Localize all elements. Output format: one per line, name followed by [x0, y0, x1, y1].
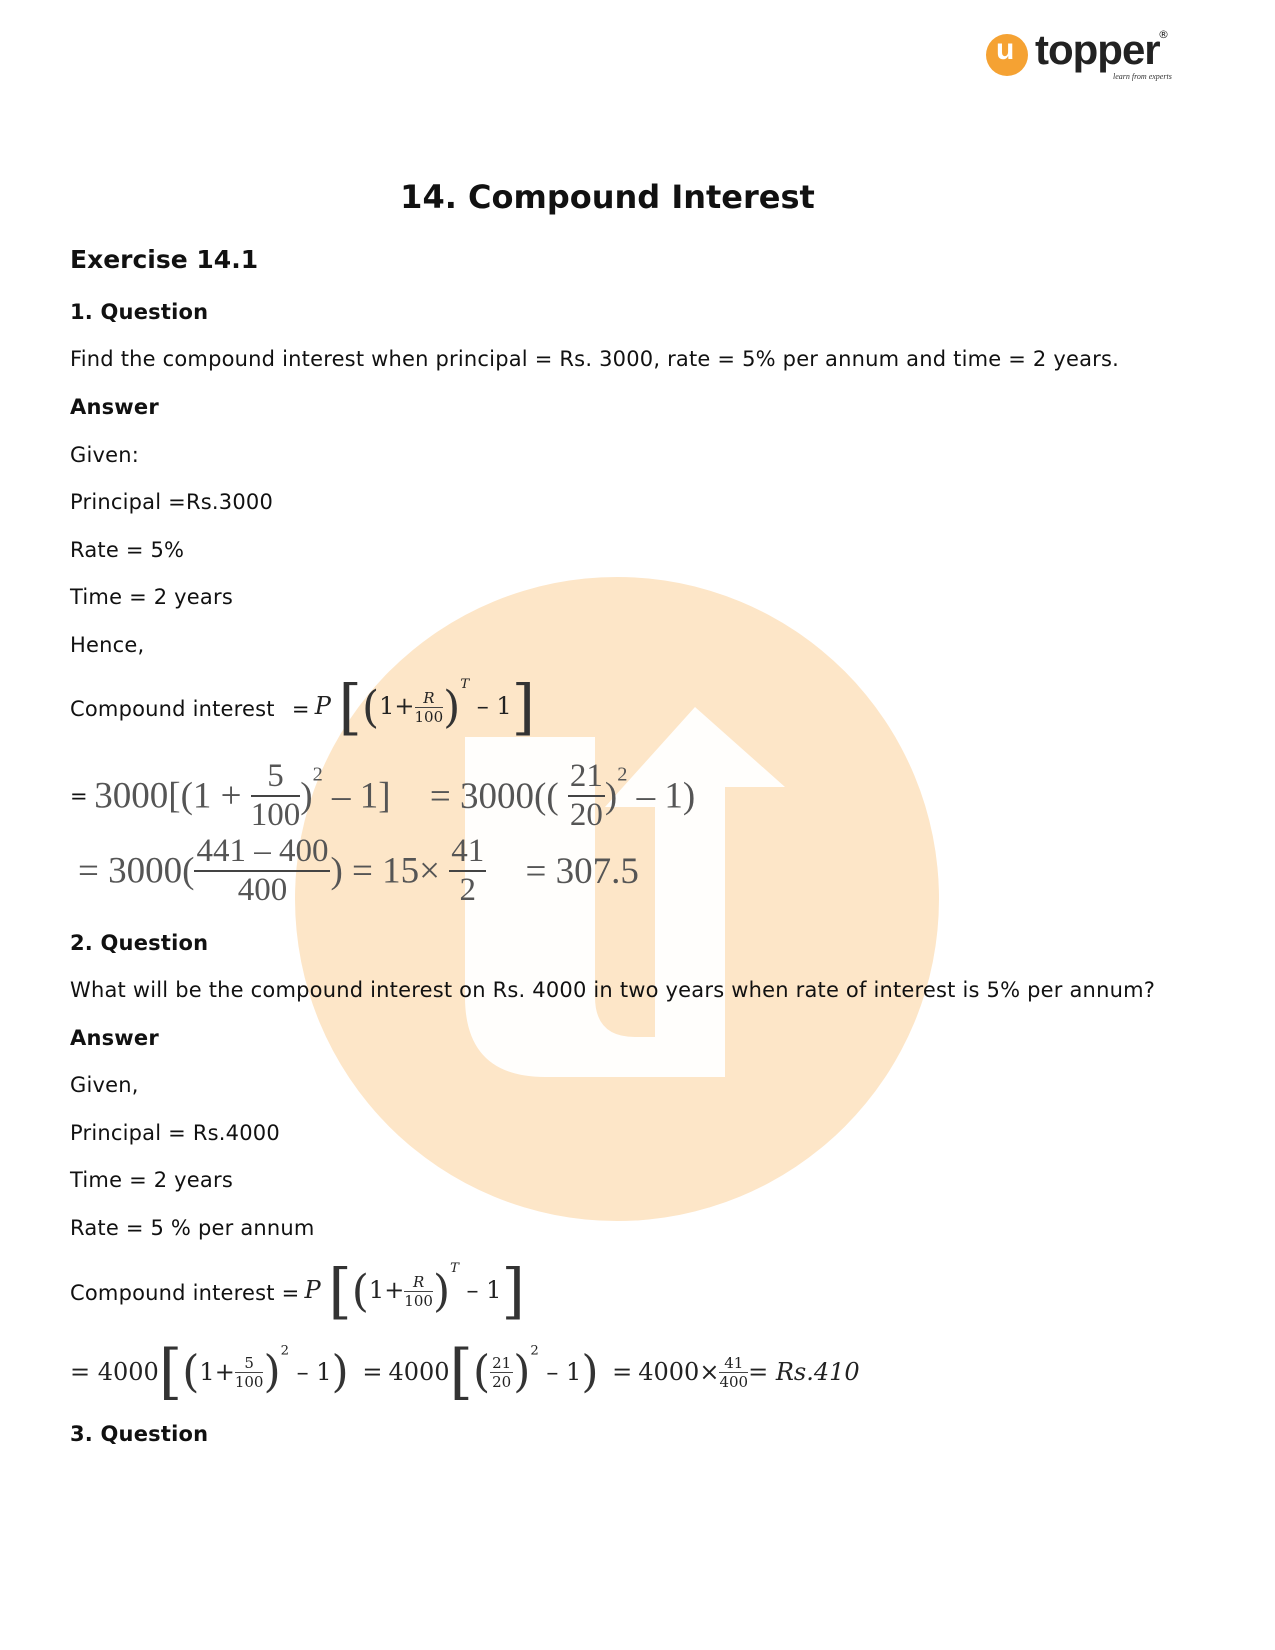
q1-principal: Principal =Rs.3000 [70, 490, 274, 514]
formula-one: 1 [379, 691, 395, 720]
answer-1-heading: Answer [70, 395, 159, 419]
q1-step1-a-exp: 2 [312, 763, 323, 786]
q2-formula-r: R [404, 1273, 433, 1292]
q2-step-mid: 4000 [388, 1358, 450, 1386]
brand-tagline: learn from experts [1113, 72, 1172, 81]
q1-step1-b: = 3000(( [429, 775, 559, 817]
q2-exp-1: 2 [280, 1343, 290, 1359]
formula-plus: + [394, 691, 415, 720]
q2-step-end: 4000× [638, 1358, 720, 1386]
q2-f3-num: 41 [719, 1354, 748, 1373]
question-3-heading: 3. Question [70, 1422, 209, 1446]
q2-step-start: = 4000 [70, 1358, 159, 1386]
q2-formula-t: T [450, 1260, 459, 1276]
q2-f1-den: 100 [234, 1372, 264, 1391]
q2-time: Time = 2 years [70, 1168, 233, 1192]
answer-2-heading: Answer [70, 1026, 159, 1050]
question-2-text: What will be the compound interest on Rs. 4000 in two years when rate of interest is 5% per annum? [70, 978, 1156, 1002]
q1-step-1 [70, 758, 695, 834]
formula-minus-one: – 1 [476, 691, 512, 720]
brand-name: topper [1035, 26, 1160, 73]
q2-step-result: = Rs.410 [748, 1358, 860, 1386]
q1-hence: Hence, [70, 633, 145, 657]
q2-rate: Rate = 5 % per annum [70, 1216, 315, 1240]
formula-r: R [415, 689, 444, 708]
q1-step2-a: = 3000( [78, 850, 195, 892]
q1-step2-b-num: 41 [449, 833, 486, 872]
chapter-title: 14. Compound Interest [400, 178, 815, 216]
q2-f2-den: 20 [492, 1372, 512, 1391]
q1-step2-a-num: 441 – 400 [194, 833, 330, 872]
q2-f3-den: 400 [719, 1372, 749, 1391]
q2-formula-p: P [304, 1275, 321, 1304]
q1-step1-a-end: – 1] [322, 775, 391, 817]
q1-step2-a-den: 400 [237, 872, 288, 908]
q1-step-2 [78, 833, 639, 909]
registered-mark: ® [1158, 28, 1169, 41]
q2-exp-2: 2 [530, 1343, 539, 1359]
formula-t: T [460, 676, 470, 692]
q1-step1-prefix: = [70, 784, 95, 808]
q2-f2-num: 21 [492, 1353, 512, 1372]
formula-100: 100 [414, 707, 444, 726]
q2-eq-1: = [362, 1358, 383, 1386]
q2-eq-2: = [612, 1358, 633, 1386]
q2-formula-one: 1 [368, 1275, 385, 1304]
q2-formula-100: 100 [404, 1291, 433, 1310]
q1-step1-b-exp: 2 [617, 763, 628, 786]
question-1-text: Find the compound interest when principal = Rs. 3000, rate = 5% per annum and time = 2 years. [70, 347, 1120, 371]
question-2-heading: 2. Question [70, 931, 209, 955]
q2-given: Given, [70, 1073, 139, 1097]
q2-formula-plus: + [384, 1275, 405, 1304]
q1-formula: Compound interest = P [(1+ $\frac{R}{100}$ )$^T$ – 1] [70, 672, 536, 742]
q1-given: Given: [70, 443, 140, 467]
q1-step2-result: = 307.5 [525, 850, 639, 892]
q1-formula-label: Compound interest [70, 697, 275, 721]
q1-step1-a-num: 5 [251, 758, 301, 797]
q2-principal: Principal = Rs.4000 [70, 1121, 280, 1145]
q1-step1-a-tail: ) [300, 775, 313, 817]
q2-f1-num: 5 [235, 1354, 264, 1373]
q2-formula-minus-one: – 1 [466, 1275, 502, 1304]
q1-step1-b-num: 21 [568, 758, 605, 797]
formula-p: P [314, 691, 331, 720]
q1-step2-b-den: 2 [459, 872, 477, 908]
q1-time: Time = 2 years [70, 585, 233, 609]
q2-formula-label: Compound interest = [70, 1281, 300, 1305]
q1-step2-a-end: ) = 15× [330, 850, 441, 892]
q1-step1-b-tail: ) [604, 775, 618, 817]
q1-step1-b-end: – 1) [627, 775, 696, 817]
question-1-heading: 1. Question [70, 300, 209, 324]
q1-step1-b-den: 20 [569, 797, 603, 833]
q1-rate: Rate = 5% [70, 538, 185, 562]
exercise-title: Exercise 14.1 [70, 245, 259, 274]
q2-formula: Compound interest = P [(1+ $\frac{R}{100}$ )$^T$ – 1] [70, 1256, 525, 1326]
q2-step: = 4000[(1+ $\frac{5}{100}$ )$^2$ – 1) = 4000[( $\frac{21}{20}$ )$^2$ – 1) = 4000× $\frac{41}{400}$ = Rs.410 [70, 1337, 860, 1407]
q1-step1-a: 3000[(1 + [94, 775, 242, 817]
logo-letter: u [996, 33, 1015, 66]
q1-step1-a-den: 100 [250, 797, 301, 833]
